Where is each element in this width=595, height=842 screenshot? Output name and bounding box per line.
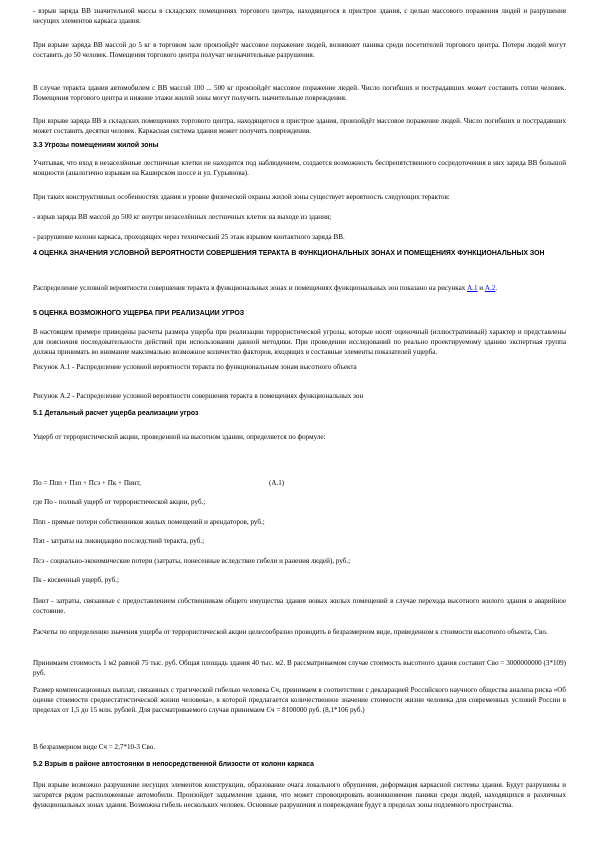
list-item-stairwell-blast: - взрыв заряда ВВ массой до 500 кг внутри незаселённых лестничных клеток на выходе из здания; — [33, 213, 332, 221]
paragraph-compensation: Размер компенсационных выплат, связанных с трагической гибелью человека Сч, принимаем в соответствии с декларацией Российского научного общества анализа риска «Об оценке стоимости среднестатистической жизни человека», в которой предлагается количественное значение стоимости жизни человека для современных условий России в пределах от 1,5 до 15 млн. рублей. Для рассматриваемого случая принимаем Сч = 8100000 руб. (8,1*106 руб.) — [33, 686, 566, 714]
paragraph-damage-estimates: В настоящем примере приведены расчеты размера ущерба при реализации террористической угрозы, которые носят оценочный (иллюстративный) характер и представлены для пояснения последовательности действий при использовании данной методики. При проведении исследований по реально проектируемому зданию экспертная группа должна принимать во внимание максимально возможное количество факторов, входящих в составные элементы показателей ущерба. — [33, 328, 566, 356]
paragraph-car-bomb: В случае теракта здания автомобилем с ВВ массой 100 ... 500 кг произойдёт массовое поражение людей. Число погибших и пострадавших может составить сотни человек. Помещения торгового центра и нижние этажи жилой зоны могут получить значительные повреждения. — [33, 84, 566, 102]
formula-number: (А.1) — [269, 479, 285, 487]
heading-5-2: 5.2 Взрыв в районе автостоянки в непосредственной близости от колонн каркаса — [33, 761, 314, 768]
paragraph-trade-hall-explosion: При взрыве заряда ВВ массой до 5 кг в торговом зале произойдёт массовое поражение людей, возникнет паника среди посетителей торгового центра. Потери людей могут составить до 50 человек. Помещения торгового центра получат незначительные разрушения. — [33, 41, 566, 59]
paragraph-probability-distribution: Распределение условной вероятности совершения теракта в функциональных зонах и помещениях функциональных зон показано на рисунках А.1 и А.2. — [33, 284, 498, 292]
paragraph-stairwells: Учитывая, что вход в незаселённые лестничные клетки не находится под наблюдением, создается возможность беспрепятственного сосредоточения в них заряда ВВ большой мощности (аналогично взрывам на Каширском шоссе и ул. Гурьянова). — [33, 159, 566, 177]
heading-5: 5 ОЦЕНКА ВОЗМОЖНОГО УЩЕРБА ПРИ РЕАЛИЗАЦИИ УГРОЗ — [33, 310, 245, 317]
paragraph-formula-intro: Ущерб от террористической акции, проведенной на высотном здании, определяется по формуле: — [33, 433, 326, 441]
definition-pk: Пк - косвенный ущерб, руб.; — [33, 576, 119, 584]
paragraph-building-cost: Принимаем стоимость 1 м2 равной 75 тыс. руб. Общая площадь здания 40 тыс. м2. В рассматриваемом случае стоимость высотного здания составит Сво = 3000000000 (3*109) руб. — [33, 659, 566, 677]
figure-a2-link[interactable]: А.2 — [484, 284, 496, 292]
paragraph-warehouse-explosion: При взрыве заряда ВВ в складских помещениях торгового центра, находящегося в пристрое здания, произойдёт массовое поражение людей. Число погибших и пострадавших может составить десятки человек. Каркасная система здания может получить повреждения. — [33, 117, 566, 135]
figure-a1-link[interactable]: А.1 — [467, 284, 478, 292]
paragraph-possible-attacks: При таких конструктивных особенностях здания и уровне физической охраны жилой зоны существует вероятность следующих терактов: — [33, 193, 450, 201]
definition-pint: Пинт - затраты, связанные с предоставлением собственникам общего имущества здания новых жилых помещений в случае перехода высотного жилого здания в аварийное состояние. — [33, 597, 566, 615]
paragraph-threat-storage-explosion: - взрыв заряда ВВ значительной массы в складских помещениях торгового центра, находящегося в пристрое здания, с целью массового поражения людей и разрушения несущих элементов каркаса здания. — [33, 7, 566, 25]
definition-pse: Псэ - социально-экономические потери (затраты, понесенные вследствие гибели и ранения людей), руб.; — [33, 557, 351, 565]
paragraph-dimensionless: Расчеты по определению значения ущерба от террористической акции целесообразно проводить в безразмерном виде, приведенном к стоимости высотного объекта, Сво. — [33, 628, 548, 636]
definition-ppp: Ппп - прямые потери собственников жилых помещений и арендаторов, руб.; — [33, 518, 265, 526]
figure-caption-a2: Рисунок А.2 - Распределение условной вероятности совершения теракта в помещениях функциональных зон — [33, 392, 364, 400]
figure-caption-a1: Рисунок А.1 - Распределение условной вероятности теракта по функциональным зонам высотного объекта — [33, 363, 357, 371]
definition-pzp: Пзп - затраты на ликвидацию последствий теракта, руб.; — [33, 537, 205, 545]
formula-text: По = Ппп + Пзп + Псэ + Пк + Пинт, — [33, 479, 141, 487]
heading-3-3: 3.3 Угрозы помещениям жилой зоны — [33, 142, 159, 149]
definition-po: где По - полный ущерб от террористической акции, руб.; — [33, 498, 206, 506]
heading-4: 4 ОЦЕНКА ЗНАЧЕНИЯ УСЛОВНОЙ ВЕРОЯТНОСТИ СОВЕРШЕНИЯ ТЕРАКТА В ФУНКЦИОНАЛЬНЫХ ЗОНАХ И ПОМЕЩЕНИЯХ ФУНКЦИОНАЛЬНЫХ ЗОН — [33, 250, 545, 257]
paragraph-dimensionless-value: В безразмерном виде Сч = 2,7*10-3 Сво. — [33, 743, 156, 751]
heading-5-1: 5.1 Детальный расчет ущерба реализации угроз — [33, 410, 199, 417]
paragraph-parking-explosion: При взрыве возможно разрушение несущих элементов конструкции, образование очага локального обрушения, деформация каркасной системы здания. Будут разрушены и загорятся рядом расположенные автомобили. Произойдет задымление здания, что может спровоцировать возникновение паники среди людей, находящихся в различных функциональных зонах здания. Возможна гибель нескольких человек. Основные разрушения и повреждения будут в пределах зоны подземного пространства. — [33, 781, 566, 809]
formula-a1 — [33, 478, 566, 488]
list-item-column-destruction: - разрушение колонн каркаса, проходящих через технический 25 этаж взрывом контактного заряда ВВ. — [33, 233, 345, 241]
